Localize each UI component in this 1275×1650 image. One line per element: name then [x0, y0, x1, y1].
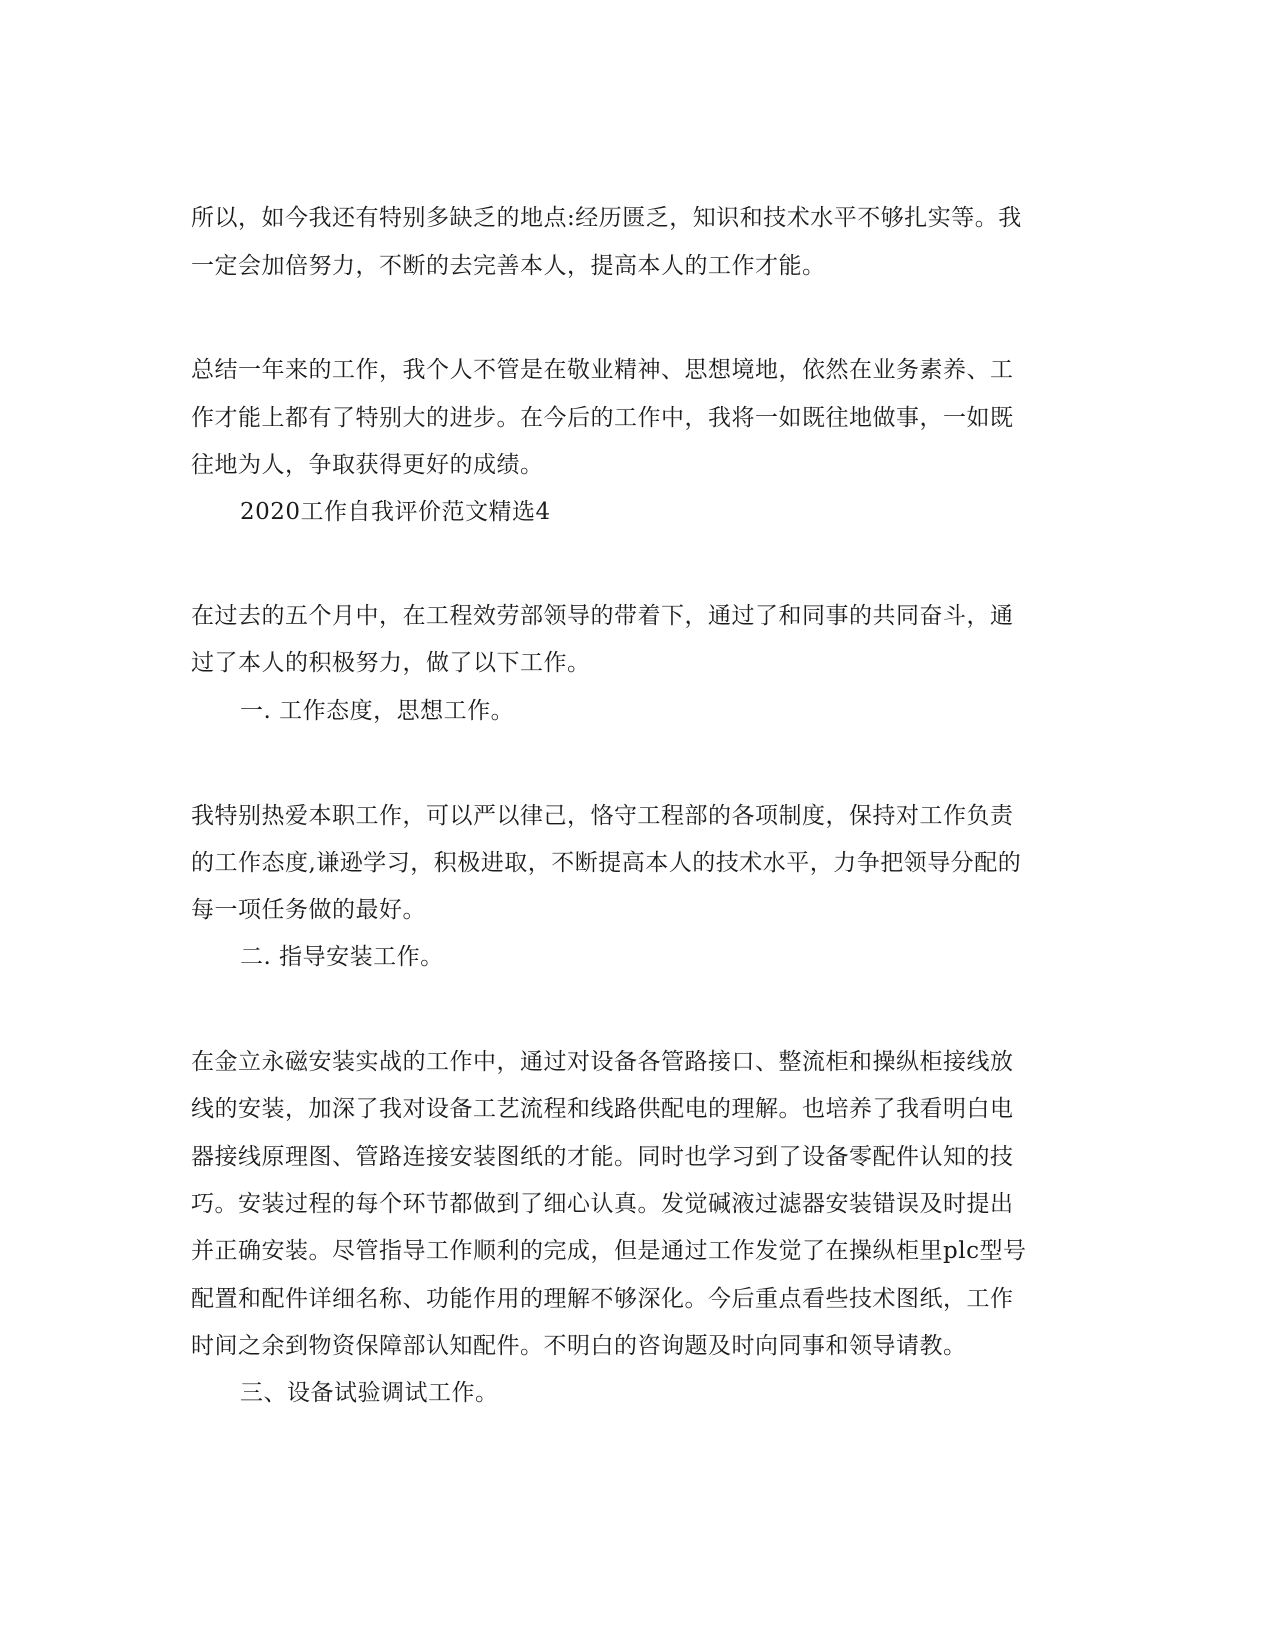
body-text-line: 作才能上都有了特别大的进步。在今后的工作中，我将一如既往地做事，一如既 [191, 405, 1014, 431]
body-text-line: 总结一年来的工作，我个人不管是在敬业精神、思想境地，依然在业务素养、工 [191, 357, 1014, 383]
body-text-line: 每一项任务做的最好。 [191, 897, 426, 923]
body-text-line: 所以，如今我还有特别多缺乏的地点:经历匮乏，知识和技术水平不够扎实等。我 [191, 205, 1022, 231]
body-text-line: 并正确安装。尽管指导工作顺利的完成，但是通过工作发觉了在操纵柜里plc型号 [191, 1238, 1027, 1264]
subsection-heading: 三、设备试验调试工作。 [240, 1380, 499, 1406]
body-text-line: 过了本人的积极努力，做了以下工作。 [191, 650, 591, 676]
body-text-line: 线的安装，加深了我对设备工艺流程和线路供配电的理解。也培养了我看明白电 [191, 1096, 1014, 1122]
body-text-line: 在金立永磁安装实战的工作中，通过对设备各管路接口、整流柜和操纵柜接线放 [191, 1049, 1014, 1075]
body-text-line: 巧。安装过程的每个环节都做到了细心认真。发觉碱液过滤器安装错误及时提出 [191, 1191, 1014, 1217]
body-text-line: 我特别热爱本职工作，可以严以律己，恪守工程部的各项制度，保持对工作负责 [191, 803, 1014, 829]
body-text-line: 往地为人，争取获得更好的成绩。 [191, 452, 544, 478]
body-text-line: 一定会加倍努力，不断的去完善本人，提高本人的工作才能。 [191, 253, 826, 279]
subsection-heading: 一. 工作态度，思想工作。 [240, 698, 515, 724]
body-text-line: 的工作态度,谦逊学习，积极进取，不断提高本人的技术水平，力争把领导分配的 [191, 850, 1022, 876]
subsection-heading: 二. 指导安装工作。 [240, 944, 444, 970]
body-text-line: 器接线原理图、管路连接安装图纸的才能。同时也学习到了设备零配件认知的技 [191, 1144, 1014, 1170]
body-text-line: 配置和配件详细名称、功能作用的理解不够深化。今后重点看些技术图纸，工作 [191, 1286, 1014, 1312]
body-text-line: 时间之余到物资保障部认知配件。不明白的咨询题及时向同事和领导请教。 [191, 1333, 967, 1359]
body-text-line: 在过去的五个月中，在工程效劳部领导的带着下，通过了和同事的共同奋斗，通 [191, 603, 1014, 629]
section-heading: 2020工作自我评价范文精选4 [240, 499, 551, 525]
